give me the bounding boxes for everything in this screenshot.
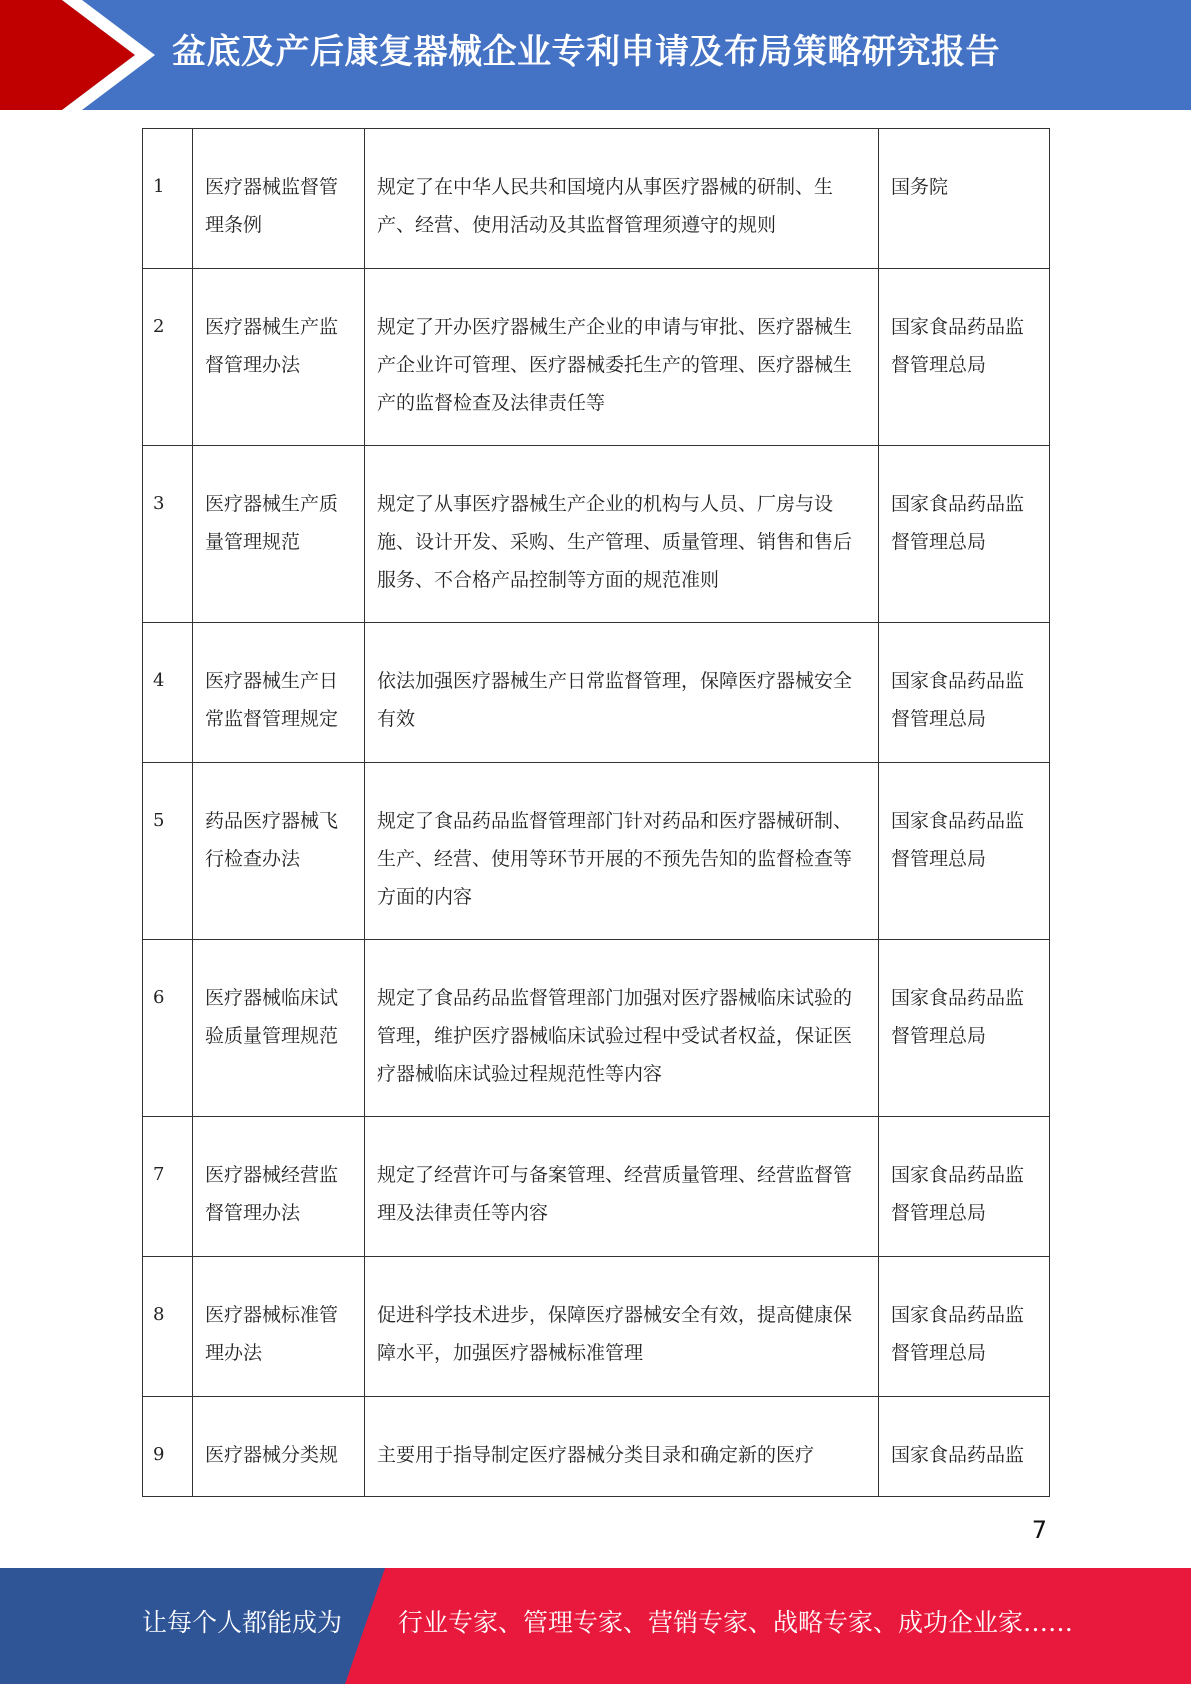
row-number: 9 — [143, 1397, 193, 1497]
footer-slogan-left: 让每个人都能成为 — [142, 1608, 343, 1637]
regulation-description: 规定了从事医疗器械生产企业的机构与人员、厂房与设施、设计开发、采购、生产管理、质量管理、销售和售后服务、不合格产品控制等方面的规范准则 — [365, 446, 879, 623]
issuing-authority: 国务院 — [879, 129, 1050, 269]
regulation-name: 医疗器械分类规 — [193, 1397, 365, 1497]
regulation-description: 规定了在中华人民共和国境内从事医疗器械的研制、生产、经营、使用活动及其监督管理须遵守的规则 — [365, 129, 879, 269]
row-number: 8 — [143, 1257, 193, 1397]
issuing-authority: 国家食品药品监 — [879, 1397, 1050, 1497]
regulation-name: 医疗器械临床试验质量管理规范 — [193, 940, 365, 1117]
report-title: 盆底及产后康复器械企业专利申请及布局策略研究报告 — [172, 32, 1000, 72]
table-row — [143, 940, 1050, 1117]
regulation-description: 依法加强医疗器械生产日常监督管理，保障医疗器械安全有效 — [365, 623, 879, 763]
regulation-name: 医疗器械标准管理办法 — [193, 1257, 365, 1397]
issuing-authority: 国家食品药品监督管理总局 — [879, 940, 1050, 1117]
regulation-name: 医疗器械监督管理条例 — [193, 129, 365, 269]
row-number: 3 — [143, 446, 193, 623]
regulation-name: 医疗器械经营监督管理办法 — [193, 1117, 365, 1257]
regulation-name: 药品医疗器械飞行检查办法 — [193, 763, 365, 940]
table-row — [143, 1117, 1050, 1257]
row-number: 7 — [143, 1117, 193, 1257]
row-number: 2 — [143, 269, 193, 446]
table-row — [143, 763, 1050, 940]
regulation-name: 医疗器械生产质量管理规范 — [193, 446, 365, 623]
issuing-authority: 国家食品药品监督管理总局 — [879, 1257, 1050, 1397]
regulation-description: 规定了经营许可与备案管理、经营质量管理、经营监督管理及法律责任等内容 — [365, 1117, 879, 1257]
table-row — [143, 1257, 1050, 1397]
table-row — [143, 623, 1050, 763]
issuing-authority: 国家食品药品监督管理总局 — [879, 763, 1050, 940]
regulation-description: 促进科学技术进步，保障医疗器械安全有效，提高健康保障水平，加强医疗器械标准管理 — [365, 1257, 879, 1397]
header-banner — [0, 0, 1191, 110]
page-number: 7 — [1031, 1516, 1047, 1544]
regulation-name: 医疗器械生产监督管理办法 — [193, 269, 365, 446]
row-number: 6 — [143, 940, 193, 1117]
issuing-authority: 国家食品药品监督管理总局 — [879, 623, 1050, 763]
table-row — [143, 446, 1050, 623]
footer-slogan-right: 行业专家、管理专家、营销专家、战略专家、成功企业家…… — [398, 1608, 1074, 1637]
table-row — [143, 1397, 1050, 1497]
regulation-name: 医疗器械生产日常监督管理规定 — [193, 623, 365, 763]
issuing-authority: 国家食品药品监督管理总局 — [879, 269, 1050, 446]
row-number: 4 — [143, 623, 193, 763]
regulation-description: 规定了开办医疗器械生产企业的申请与审批、医疗器械生产企业许可管理、医疗器械委托生产的管理、医疗器械生产的监督检查及法律责任等 — [365, 269, 879, 446]
row-number: 1 — [143, 129, 193, 269]
regulations-table — [142, 128, 1050, 1497]
regulation-description: 规定了食品药品监督管理部门针对药品和医疗器械研制、生产、经营、使用等环节开展的不预先告知的监督检查等方面的内容 — [365, 763, 879, 940]
footer-banner — [0, 1568, 1191, 1684]
regulation-description: 主要用于指导制定医疗器械分类目录和确定新的医疗 — [365, 1397, 879, 1497]
table-row — [143, 269, 1050, 446]
table-row — [143, 129, 1050, 269]
issuing-authority: 国家食品药品监督管理总局 — [879, 1117, 1050, 1257]
regulation-description: 规定了食品药品监督管理部门加强对医疗器械临床试验的管理，维护医疗器械临床试验过程中受试者权益，保证医疗器械临床试验过程规范性等内容 — [365, 940, 879, 1117]
row-number: 5 — [143, 763, 193, 940]
issuing-authority: 国家食品药品监督管理总局 — [879, 446, 1050, 623]
